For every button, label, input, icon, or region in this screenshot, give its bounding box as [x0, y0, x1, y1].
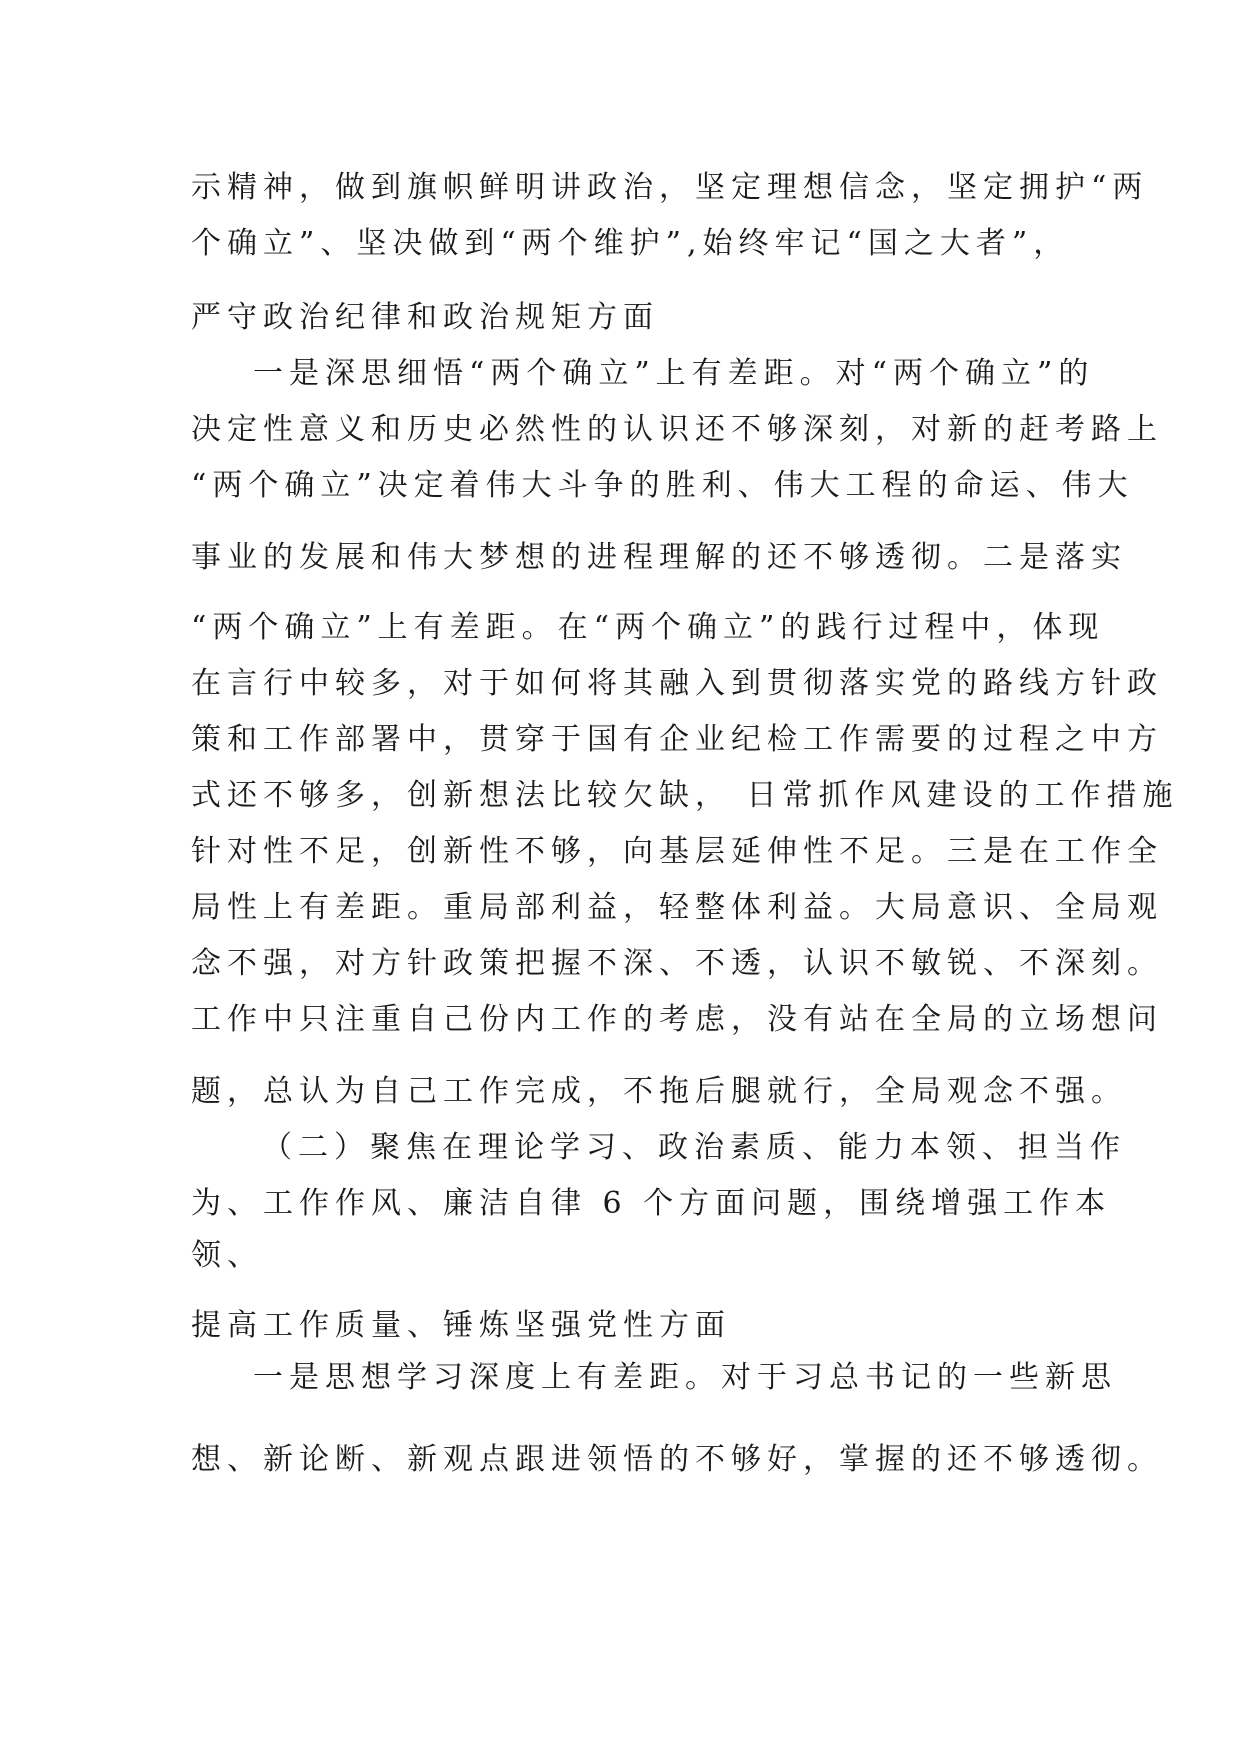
text-line: 决定性意义和历史必然性的认识还不够深刻，对新的赶考路上 — [191, 412, 1163, 447]
section-heading: 严守政治纪律和政治规矩方面 — [191, 300, 659, 335]
text-line: 念不强，对方针政策把握不深、不透，认识不敏锐、不深刻。 — [191, 946, 1163, 981]
paragraph-start: 一是思想学习深度上有差距。对于习总书记的一些新思 — [253, 1360, 1117, 1395]
text-line: 针对性不足，创新性不够，向基层延伸性不足。三是在工作全 — [191, 834, 1163, 869]
text-line: 局性上有差距。重局部利益，轻整体利益。大局意识、全局观 — [191, 890, 1163, 925]
text-line: 工作中只注重自己份内工作的考虑，没有站在全局的立场想问 — [191, 1002, 1163, 1037]
paragraph-start: 一是深思细悟“两个确立”上有差距。对“两个确立”的 — [253, 356, 1095, 391]
paragraph-start: （二）聚焦在理论学习、政治素质、能力本领、担当作 — [262, 1130, 1126, 1165]
text-line: 题，总认为自己工作完成，不拖后腿就行，全局观念不强。 — [191, 1074, 1127, 1109]
text-line: 在言行中较多，对于如何将其融入到贯彻落实党的路线方针政 — [191, 666, 1163, 701]
text-line: 事业的发展和伟大梦想的进程理解的还不够透彻。二是落实 — [191, 540, 1127, 575]
text-line: 策和工作部署中，贯穿于国有企业纪检工作需要的过程之中方 — [191, 722, 1163, 757]
text-line: “两个确立”上有差距。在“两个确立”的践行过程中，体现 — [191, 610, 1105, 645]
text-line: 式还不够多，创新想法比较欠缺， 日常抓作风建设的工作措施 — [191, 778, 1179, 813]
section-heading: 提高工作质量、锤炼坚强党性方面 — [191, 1308, 731, 1343]
text-line: 个确立”、坚决做到“两个维护”,始终牢记“国之大者”， — [191, 226, 1070, 261]
text-line: 想、新论断、新观点跟进领悟的不够好，掌握的还不够透彻。 — [191, 1442, 1163, 1477]
text-line: “两个确立”决定着伟大斗争的胜利、伟大工程的命运、伟大 — [191, 468, 1134, 503]
text-line: 领、 — [191, 1238, 263, 1273]
text-line: 为、工作作风、廉洁自律 6 个方面问题，围绕增强工作本 — [191, 1186, 1112, 1221]
text-line: 示精神，做到旗帜鲜明讲政治，坚定理想信念，坚定拥护“两 — [191, 170, 1149, 205]
